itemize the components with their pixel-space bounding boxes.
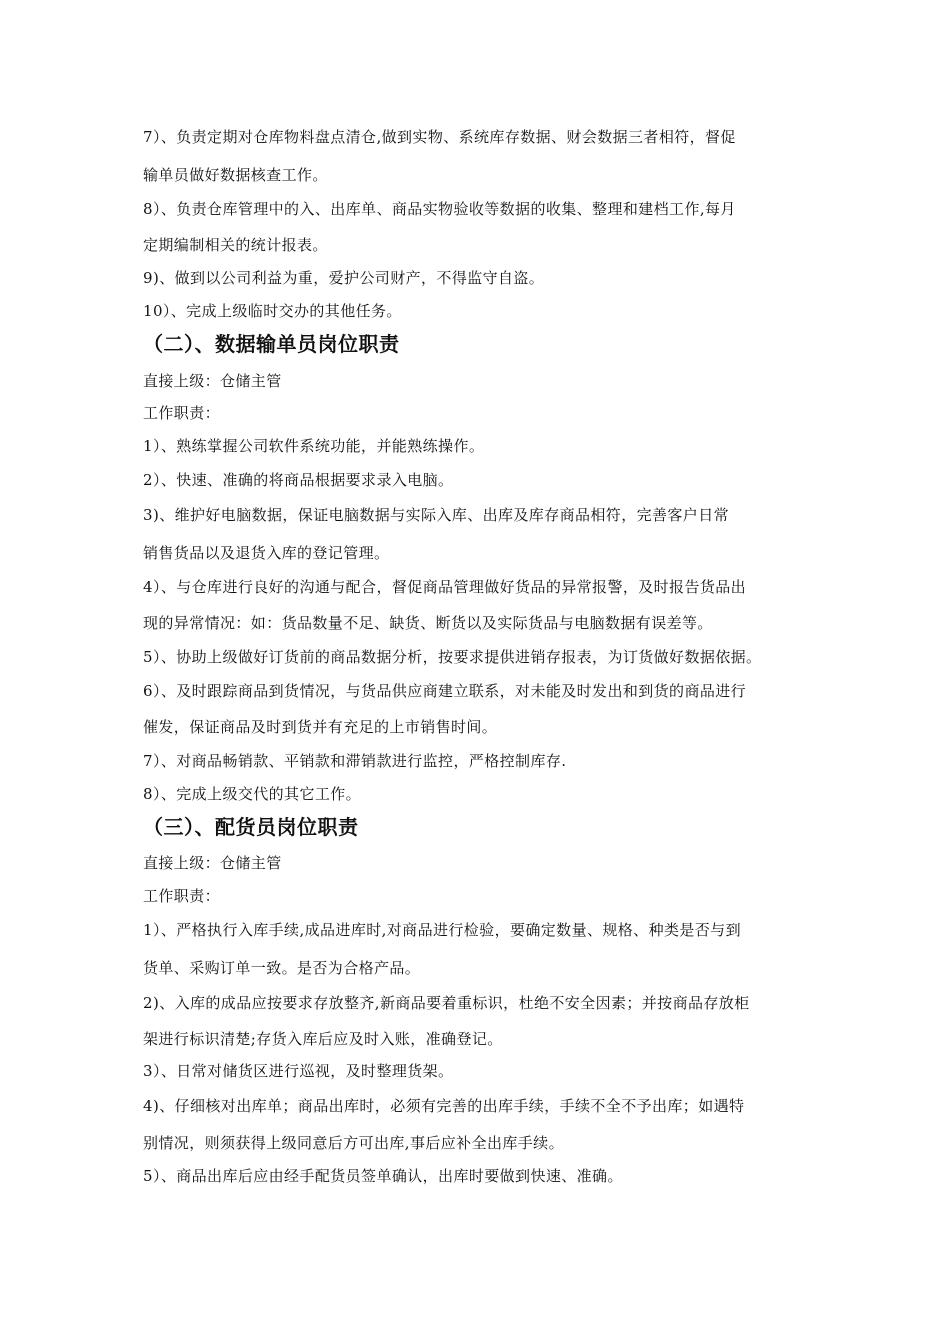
duty-item-3: 3）、日常对储货区进行巡视，及时整理货架。 — [143, 1062, 454, 1080]
duty-item-8-line-1: 8）、负责仓库管理中的入、出库单、商品实物验收等数据的收集、整理和建档工作,每月 — [143, 200, 736, 218]
duty-item-2-line-2: 架进行标识清楚;存货入库后应及时入账，准确登记。 — [143, 1030, 503, 1048]
duty-item-5: 5）、商品出库后应由经手配货员签单确认，出库时要做到快速、准确。 — [143, 1167, 623, 1185]
duty-item-4-line-2: 别情况，则须获得上级同意后方可出库,事后应补全出库手续。 — [143, 1134, 564, 1152]
duty-item-8: 8）、完成上级交代的其它工作。 — [143, 785, 362, 803]
section-heading-data-entry-clerk: （二）、数据输单员岗位职责 — [143, 332, 400, 356]
duty-item-6-line-2: 催发，保证商品及时到货并有充足的上市销售时间。 — [143, 718, 498, 736]
duties-label: 工作职责： — [143, 404, 221, 422]
duty-item-8-line-2: 定期编制相关的统计报表。 — [143, 236, 328, 254]
duties-label: 工作职责： — [143, 887, 221, 905]
duty-item-4-line-1: 4)、仔细核对出库单；商品出库时，必须有完善的出库手续，手续不全不予出库；如遇特 — [143, 1097, 745, 1115]
duty-item-2-line-1: 2)、入库的成品应按要求存放整齐,新商品要着重标识，杜绝不安全因素；并按商品存放柜 — [143, 994, 750, 1012]
duty-item-7-line-1: 7）、负责定期对仓库物料盘点清仓,做到实物、系统库存数据、财会数据三者相符，督促 — [143, 128, 736, 146]
section-heading-picker: （三）、配货员岗位职责 — [143, 815, 359, 839]
duty-item-6-line-1: 6）、及时跟踪商品到货情况，与货品供应商建立联系，对未能及时发出和到货的商品进行 — [143, 682, 747, 700]
duty-item-1-line-2: 货单、采购订单一致。是否为合格产品。 — [143, 959, 421, 977]
duty-item-3-line-2: 销售货品以及退货入库的登记管理。 — [143, 544, 390, 562]
duty-item-1: 1）、熟练掌握公司软件系统功能，并能熟练操作。 — [143, 437, 485, 455]
duty-item-9: 9)、做到以公司利益为重，爱护公司财产，不得监守自盗。 — [143, 269, 545, 287]
direct-supervisor: 直接上级：仓储主管 — [143, 854, 282, 872]
duty-item-3-line-1: 3)、维护好电脑数据，保证电脑数据与实际入库、出库及库存商品相符，完善客户日常 — [143, 506, 729, 524]
duty-item-5: 5）、协助上级做好订货前的商品数据分析，按要求提供进销存报表，为订货做好数据依据。 — [143, 648, 762, 666]
duty-item-7-line-2: 输单员做好数据核查工作。 — [143, 166, 328, 184]
duty-item-1-line-1: 1）、严格执行入库手续,成品进库时,对商品进行检验，要确定数量、规格、种类是否与到 — [143, 921, 741, 939]
duty-item-10: 10）、完成上级临时交办的其他任务。 — [143, 302, 402, 320]
direct-supervisor: 直接上级：仓储主管 — [143, 372, 282, 390]
duty-item-7: 7）、对商品畅销款、平销款和滞销款进行监控，严格控制库存. — [143, 752, 567, 770]
duty-item-4-line-2: 现的异常情况：如：货品数量不足、缺货、断货以及实际货品与电脑数据有误差等。 — [143, 614, 713, 632]
duty-item-2: 2）、快速、准确的将商品根据要求录入电脑。 — [143, 471, 454, 489]
duty-item-4-line-1: 4）、与仓库进行良好的沟通与配合，督促商品管理做好货品的异常报警，及时报告货品出 — [143, 578, 747, 596]
